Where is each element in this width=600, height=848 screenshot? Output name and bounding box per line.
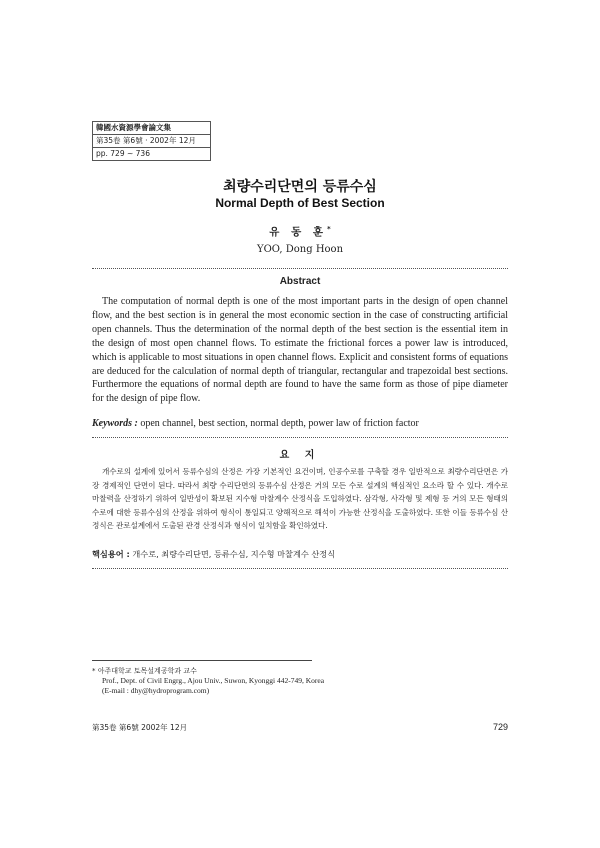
journal-pages: pp. 729 ~ 736 [93, 147, 210, 160]
author-korean-text: 유 동 훈 [269, 226, 328, 238]
footnote-affiliation-korean-text: 아주대학교 토목설계공학과 교수 [97, 667, 197, 675]
korean-keywords-label: 핵심용어 : [92, 549, 130, 559]
page-number: 729 [492, 722, 508, 732]
paper-title-english: Normal Depth of Best Section [215, 196, 385, 210]
author-name-korean [0, 224, 600, 239]
keywords-line [92, 418, 508, 429]
footnote-rule [92, 660, 312, 661]
divider [92, 568, 508, 569]
abstract-heading: Abstract [279, 276, 321, 287]
abstract-body: The computation of normal depth is one of the most important parts in the design of open channel flow, and the best section is in general the most economic section in the case of constructing artificial open channels. Thus the determination of the normal depth of the best section is the essential item in the design of most open channel flows. To estimate the frictional forces a power law is introduced, which is applicable to most situations in open channel flows. Explicit and consistent forms of equations are deduced for the calculation of normal depth of triangular, rectangular and trapezoidal best sections. Furthermore the equations of normal depth are found to have the same form as those of pipe diameter for the design of pipe flow. [92, 296, 508, 405]
footer-issue: 第35卷 第6號 2002年 12月 [92, 723, 188, 732]
korean-keywords-text: 개수로, 최량수리단면, 등류수심, 지수형 마찰계수 산정식 [132, 549, 336, 559]
paper-title-korean: 최량수리단면의 등류수심 [223, 179, 377, 195]
keywords-label: Keywords : [92, 418, 138, 429]
footnote-marker: * [92, 667, 96, 675]
footnote-email: (E-mail : dhy@hydroprogram.com) [102, 686, 210, 695]
divider [92, 437, 508, 438]
author-name-english: YOO, Dong Hoon [256, 244, 344, 255]
author-footnote-mark: * [327, 225, 331, 233]
korean-abstract-body: 개수로의 설계에 있어서 등류수심의 산정은 가장 기본적인 요건이며, 인공수로를 구축할 경우 일반적으로 최량수리단면은 가장 경제적인 단면이 된다. 따라서 최량 수리단면의 등류수심 산정은 거의 모든 수로 설계의 핵심적인 요소라 할 수 있다. 개수로 마찰력을 산정하기 위하여 일반성이 확보된 지수형 마찰계수 산정식을 도입하였다. 삼각형, 사각형 및 제형 등 거의 모든 형태의 수로에 대한 등류수심의 산정을 위하여 형식이 통일되고 양해적으로 해석이 가능한 산정식을 도출하였다. 또한 이들 등류수심 산정식은 관로설계에서 도출된 관경 산정식과 형식이 일치함을 확인하였다. [92, 467, 508, 531]
divider [92, 268, 508, 269]
keywords-text: open channel, best section, normal depth, power law of friction factor [140, 418, 419, 429]
journal-issue: 第35卷 第6號 · 2002年 12月 [93, 134, 210, 147]
footnote-affiliation-korean [92, 666, 508, 676]
journal-info-box [92, 121, 211, 161]
journal-name: 韓國水資源學會論文集 [96, 123, 171, 132]
footnote-affiliation-english: Prof., Dept. of Civil Engrg., Ajou Univ., Suwon, Kyonggi 442-749, Korea [102, 676, 325, 685]
footnote [92, 666, 508, 696]
korean-keywords-line [92, 549, 508, 560]
korean-abstract-heading: 요 지 [279, 450, 321, 461]
